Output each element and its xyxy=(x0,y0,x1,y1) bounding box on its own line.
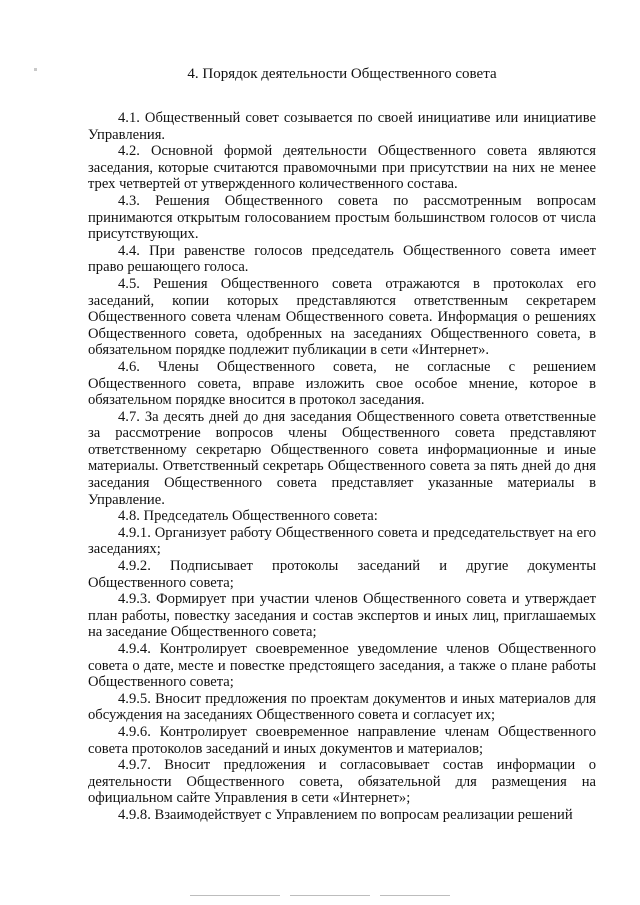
footer-rule-right xyxy=(380,895,450,896)
section-heading: 4. Порядок деятельности Общественного совета xyxy=(187,66,497,82)
document-page xyxy=(88,64,596,824)
paragraph-4-9-6: 4.9.6. Контролирует своевременное направление членам Общественного совета протоколов заседаний и иных документов и материалов; xyxy=(88,723,596,757)
paragraph-4-8: 4.8. Председатель Общественного совета: xyxy=(118,508,378,525)
scan-speck xyxy=(34,68,37,71)
paragraph-4-3: 4.3. Решения Общественного совета по рассмотренным вопросам принимаются открытым голосованием простым большинством голосов от числа присутствующих. xyxy=(88,192,596,243)
footer-rule-left xyxy=(190,895,280,896)
paragraph-4-5: 4.5. Решения Общественного совета отражаются в протоколах его заседаний, копии которых представляются ответственным секретарем Общественного совета членам Общественного совета. Информация о решениях Общественного совета, одобренных на заседаниях Общественного совета, в обязательном порядке подлежит публикации в сети «Интернет». xyxy=(88,275,596,359)
paragraph-4-1: 4.1. Общественный совет созывается по своей инициативе или инициативе Управления. xyxy=(88,110,596,143)
paragraph-4-9-8: 4.9.8. Взаимодействует с Управлением по вопросам реализации решений xyxy=(118,806,573,823)
paragraph-4-7: 4.7. За десять дней до дня заседания Общественного совета ответственные за рассмотрение вопросов члены Общественного совета представляют ответственному секретарю Общественного совета информационные и иные материалы. Ответственный секретарь Общественного совета за пять дней до дня заседания Общественного совета представляет указанные материалы в Управление. xyxy=(88,408,596,508)
paragraph-4-9-1: 4.9.1. Организует работу Общественного совета и председательствует на его заседаниях; xyxy=(88,524,596,558)
paragraph-4-9-5: 4.9.5. Вносит предложения по проектам документов и иных материалов для обсуждения на заседаниях Общественного совета и согласует их; xyxy=(88,690,596,724)
paragraph-4-9-3: 4.9.3. Формирует при участии членов Общественного совета и утверждает план работы, повестку заседания и состав экспертов и иных лиц, приглашаемых на заседание Общественного совета; xyxy=(88,591,596,641)
paragraph-4-9-4: 4.9.4. Контролирует своевременное уведомление членов Общественного совета о дате, месте и повестке предстоящего заседания, а также о плане работы Общественного совета; xyxy=(88,641,596,691)
paragraph-4-4: 4.4. При равенстве голосов председатель Общественного совета имеет право решающего голоса. xyxy=(88,242,596,276)
paragraph-4-6: 4.6. Члены Общественного совета, не согласные с решением Общественного совета, вправе изложить свое особое мнение, которое в обязательном порядке вносится в протокол заседания. xyxy=(88,358,596,409)
paragraph-4-9-2: 4.9.2. Подписывает протоколы заседаний и другие документы Общественного совета; xyxy=(88,558,596,591)
footer-rule-center xyxy=(290,895,370,896)
paragraph-4-9-7: 4.9.7. Вносит предложения и согласовывает состав информации о деятельности Общественного совета, обязательной для размещения на официальном сайте Управления в сети «Интернет»; xyxy=(88,757,596,807)
paragraph-4-2: 4.2. Основной формой деятельности Общественного совета являются заседания, которые считаются правомочными при присутствии на них не менее трех четвертей от утвержденного количественного состава. xyxy=(88,143,596,193)
